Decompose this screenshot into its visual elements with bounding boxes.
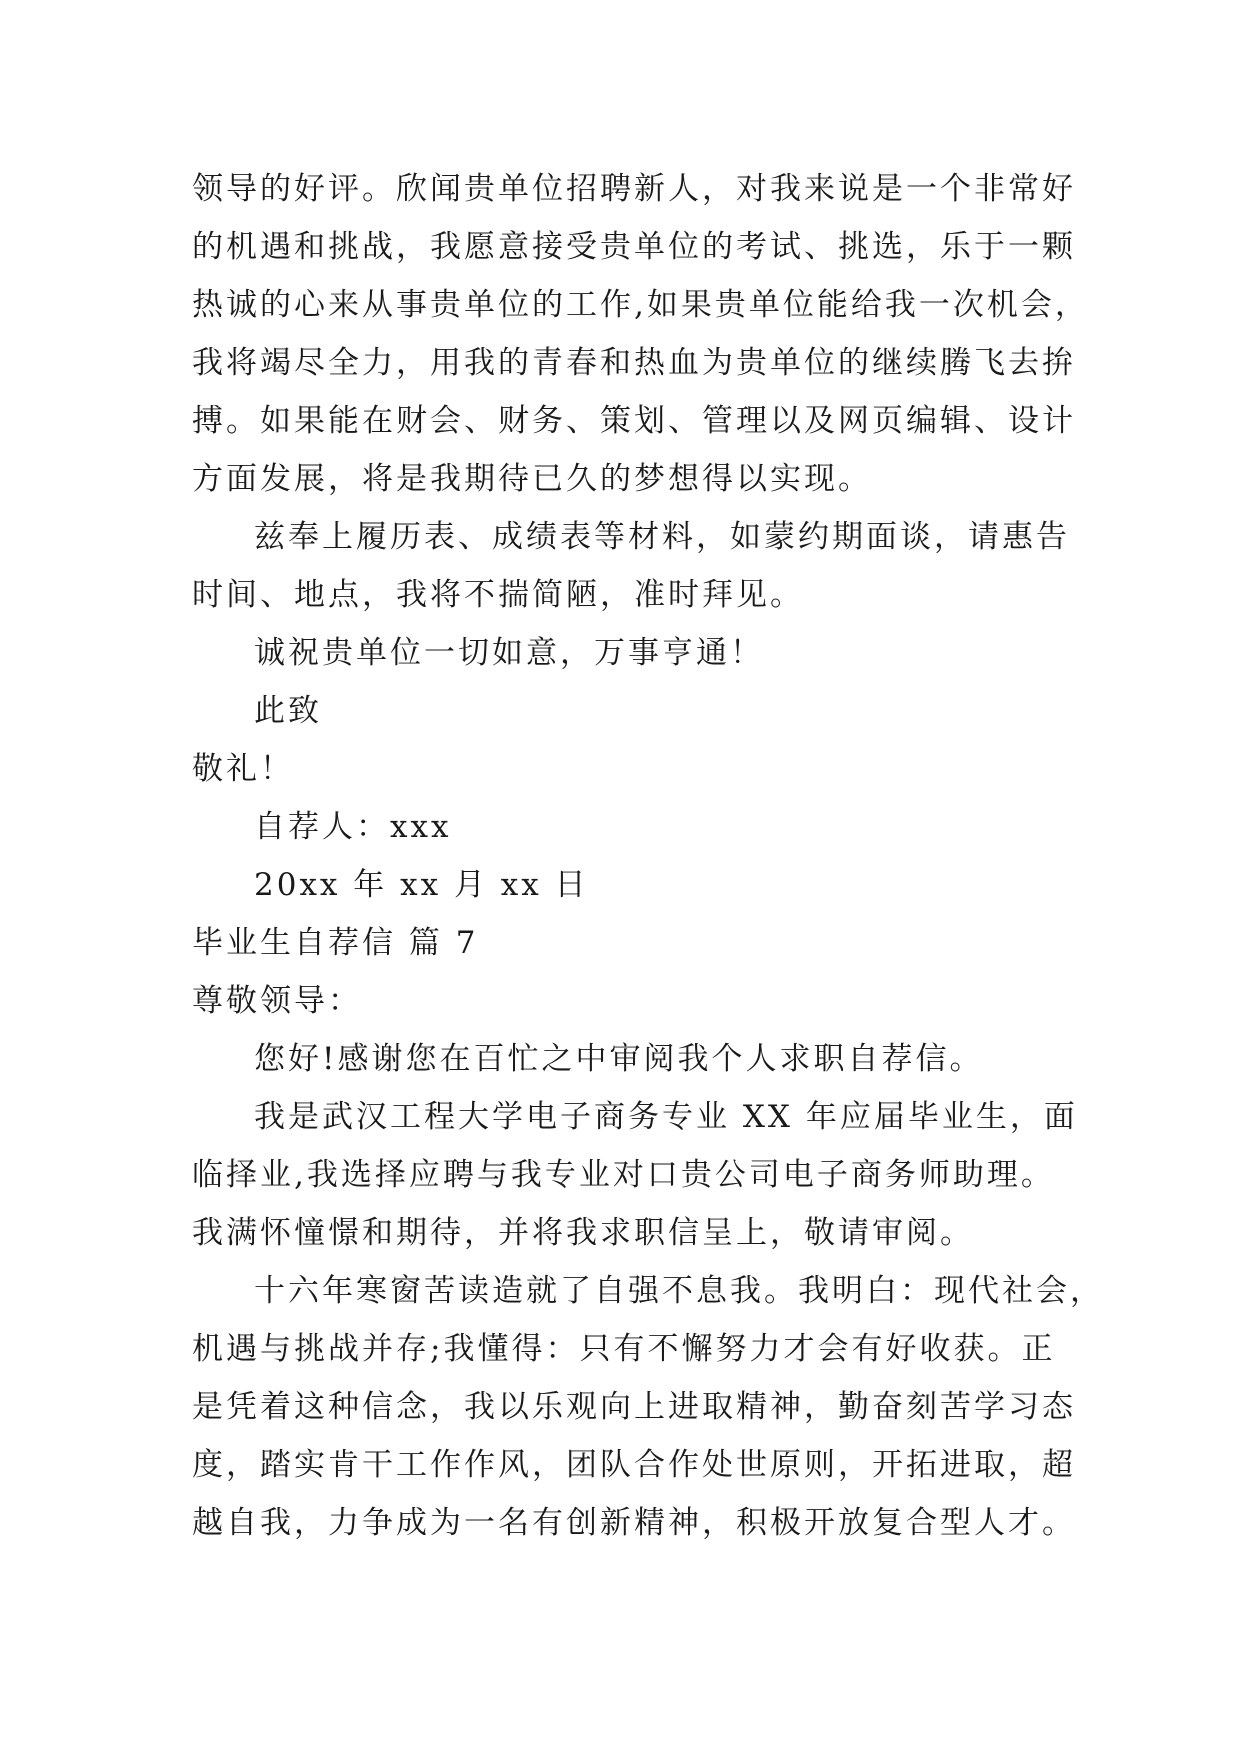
text-line: 毕业生自荐信 篇 7	[192, 925, 479, 961]
text-line: 我满怀憧憬和期待，并将我求职信呈上，敬请审阅。	[192, 1215, 974, 1251]
text-line: 敬礼！	[192, 751, 294, 787]
text-line: 时间、地点，我将不揣简陋，准时拜见。	[192, 577, 804, 613]
text-line: 尊敬领导：	[192, 983, 362, 1019]
text-line: 我将竭尽全力，用我的青春和热血为贵单位的继续腾飞去拚	[192, 345, 1076, 381]
text-line: 机遇与挑战并存;我懂得：只有不懈努力才会有好收获。正	[192, 1331, 1056, 1367]
text-line: 领导的好评。欣闻贵单位招聘新人，对我来说是一个非常好	[192, 171, 1076, 207]
text-line: 搏。如果能在财会、财务、策划、管理以及网页编辑、设计	[192, 403, 1076, 439]
text-line: 热诚的心来从事贵单位的工作,如果贵单位能给我一次机会，	[192, 287, 1089, 323]
text-line: 是凭着这种信念，我以乐观向上进取精神，勤奋刻苦学习态	[192, 1389, 1076, 1425]
text-line: 诚祝贵单位一切如意，万事亨通！	[254, 635, 764, 671]
text-line: 临择业,我选择应聘与我专业对口贵公司电子商务师助理。	[192, 1157, 1055, 1193]
text-line: 度，踏实肯干工作作风，团队合作处世原则，开拓进取，超	[192, 1447, 1076, 1483]
text-line: 20xx 年 xx 月 xx 日	[254, 867, 589, 903]
text-line: 您好!感谢您在百忙之中审阅我个人求职自荐信。	[254, 1041, 984, 1077]
text-line: 十六年寒窗苦读造就了自强不息我。我明白：现代社会，	[254, 1273, 1104, 1309]
text-line: 兹奉上履历表、成绩表等材料，如蒙约期面谈，请惠告	[254, 519, 1070, 555]
text-line: 我是武汉工程大学电子商务专业 XX 年应届毕业生，面	[254, 1099, 1078, 1135]
text-line: 方面发展，将是我期待已久的梦想得以实现。	[192, 461, 872, 497]
letter-body	[192, 160, 1104, 1552]
text-line: 越自我，力争成为一名有创新精神，积极开放复合型人才。	[192, 1505, 1076, 1541]
text-line: 此致	[254, 693, 322, 729]
text-line: 的机遇和挑战，我愿意接受贵单位的考试、挑选，乐于一颗	[192, 229, 1076, 265]
text-line: 自荐人：xxx	[254, 809, 452, 845]
